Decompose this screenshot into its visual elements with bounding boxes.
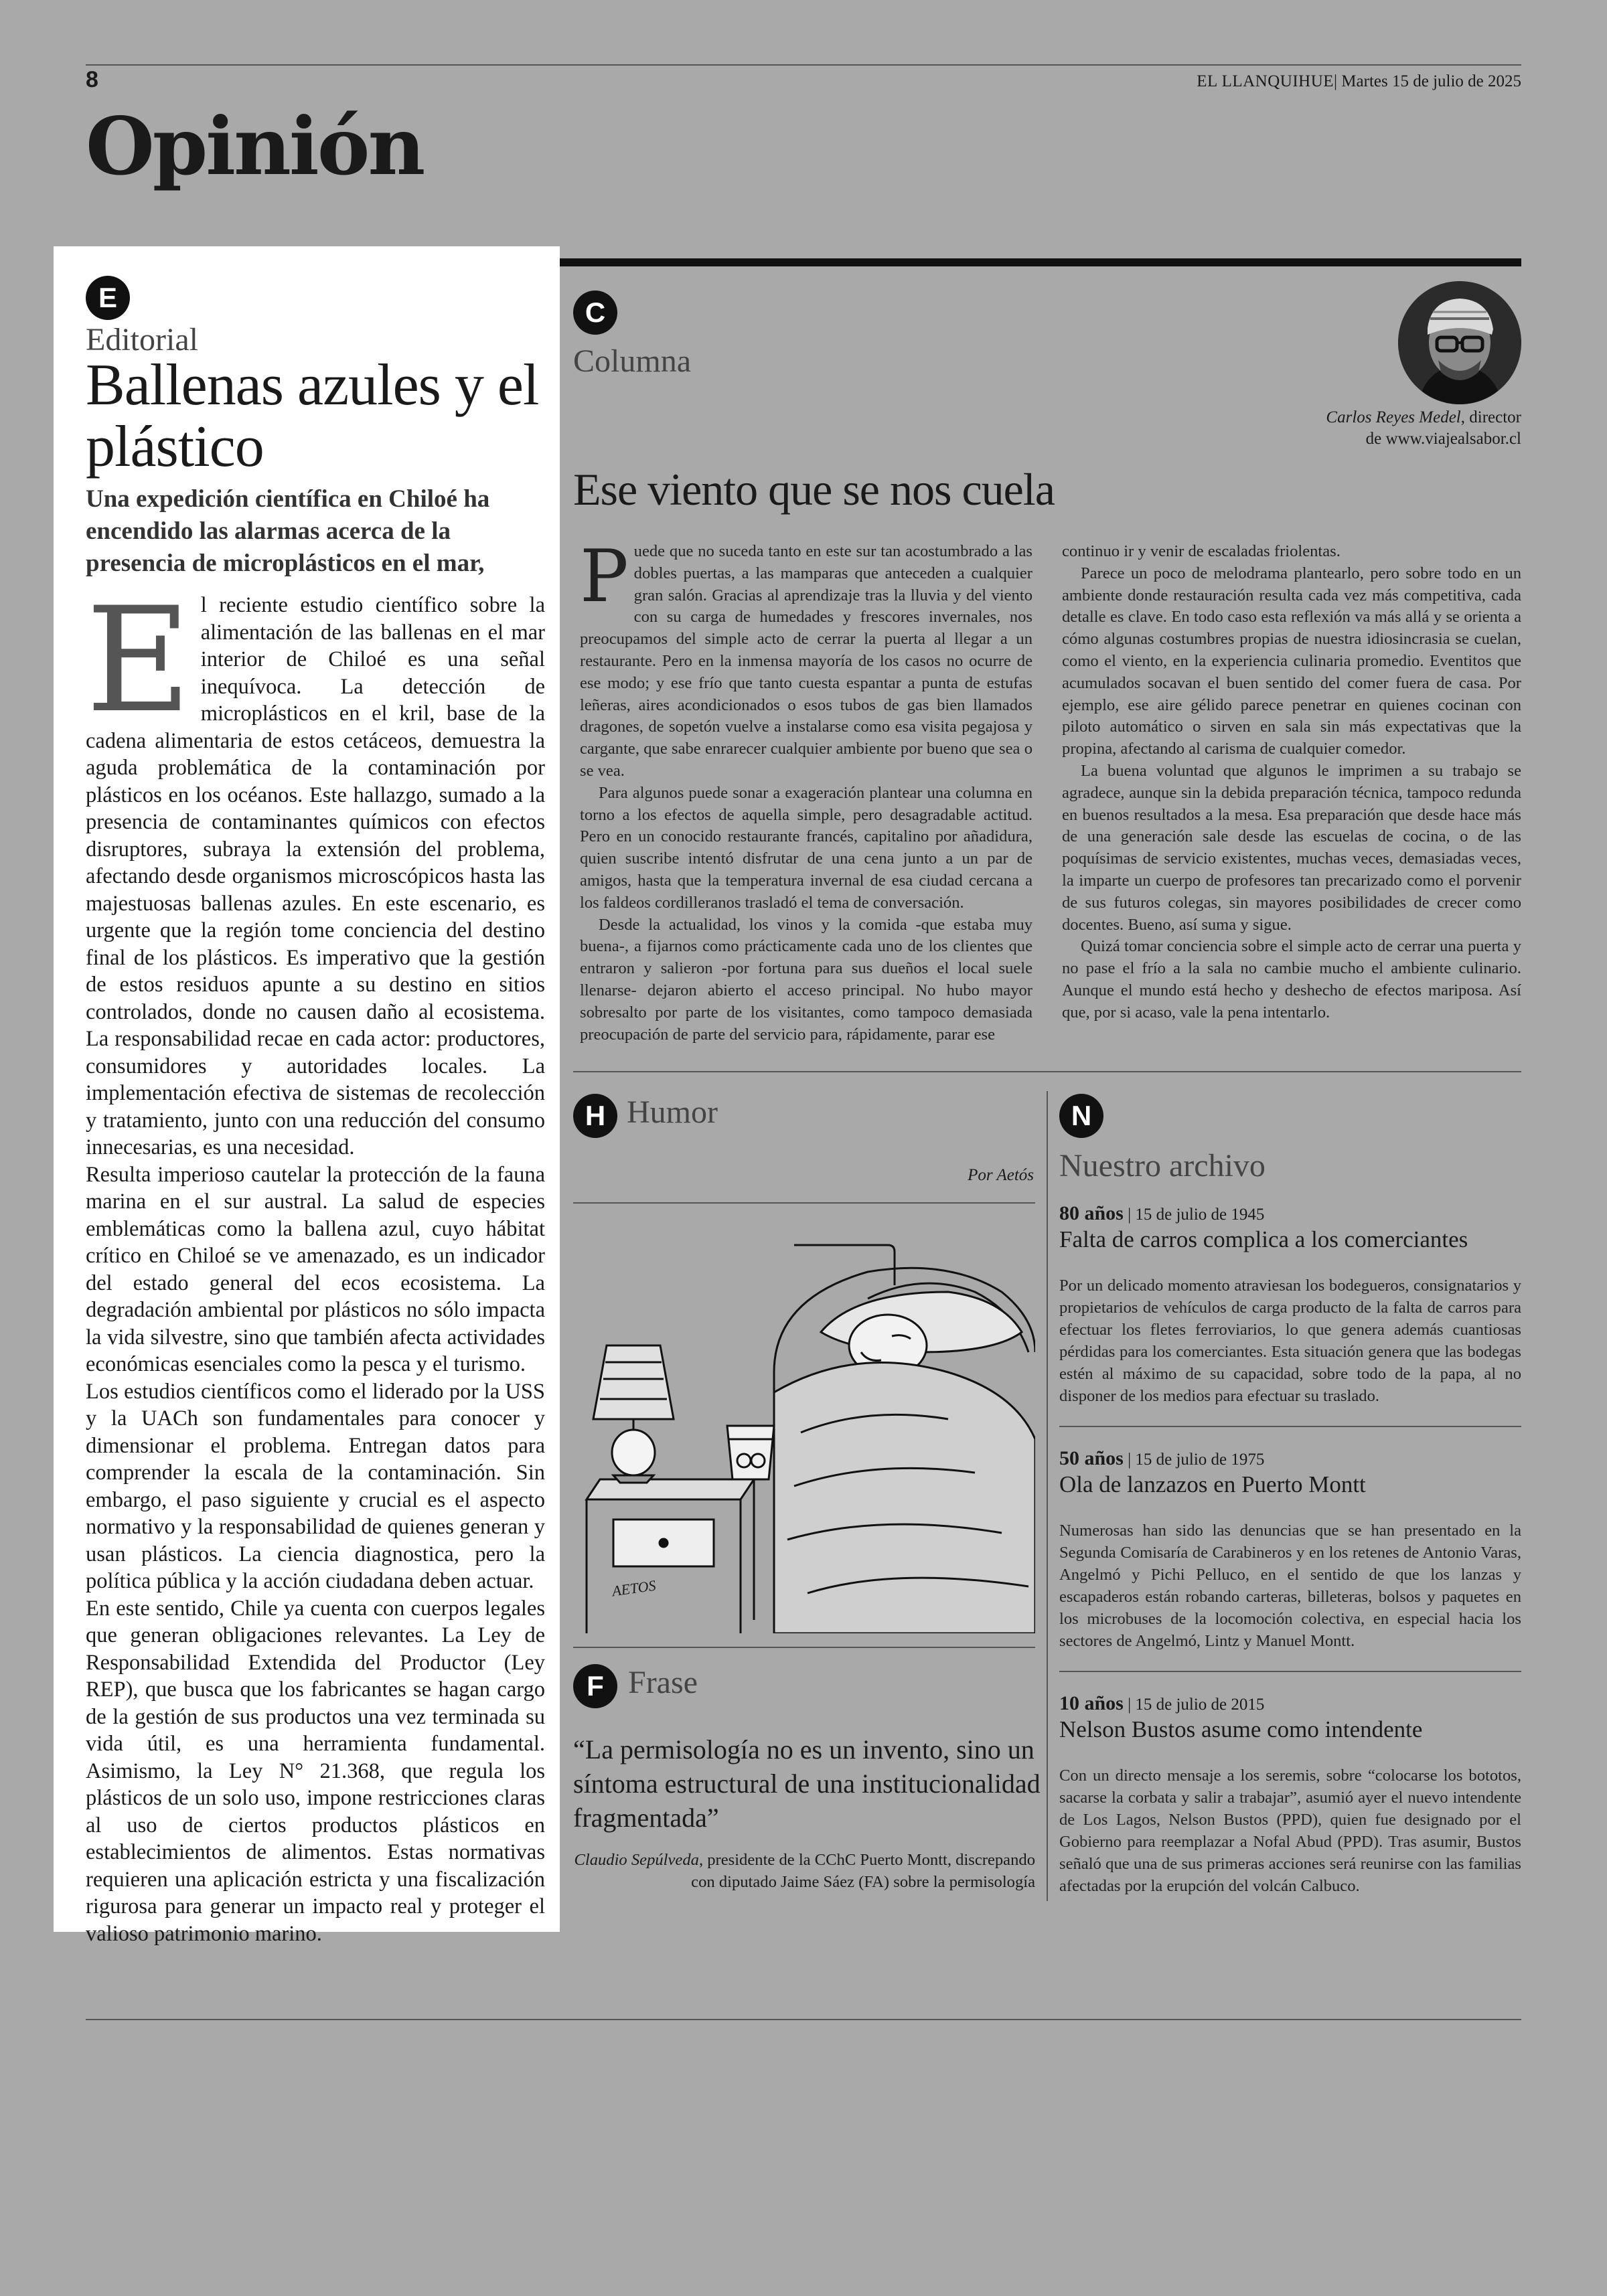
cartoon-drawing <box>573 1218 1035 1633</box>
archive-item-years: 10 años | 15 de julio de 2015 <box>1059 1692 1265 1714</box>
archive-years: 10 años <box>1059 1692 1124 1714</box>
column-paragraph: Quizá tomar conciencia sobre el simple acto de cerrar una puerta y no pase el frío a la sala no cambie mucho el ambiente culinario. Aunque el mundo está hecho y deshecho de efectos mariposa. Así que, por si acaso, vale la pena intentarlo. <box>1062 937 1521 1021</box>
frase-attribution <box>573 1849 1035 1893</box>
archive-headline: Ola de lanzazos en Puerto Montt <box>1059 1471 1366 1497</box>
editorial-dropcap: E <box>86 576 192 744</box>
author-portrait <box>1398 281 1521 404</box>
archive-body: Por un delicado momento atraviesan los bodegueros, consignatarios y propietarios de vehículos de carga producto de la falta de carros para efectuar los fletes ferroviarios, lo que genera además cuantiosas pérdidas para los comerciantes. Esta situación genera que las bodegas estén al máximo de su capacidad, sobre todo de la papa, al no disponer de los medios para efectuar su traslado. <box>1059 1277 1521 1405</box>
humor-bottom-rule <box>573 1647 1035 1648</box>
frase-kicker: Frase <box>628 1665 698 1700</box>
column-badge: C <box>573 291 617 335</box>
archive-item-years: 80 años | 15 de julio de 1945 <box>1059 1202 1265 1224</box>
section-title: Opinión <box>86 100 424 193</box>
column-paragraph: Para algunos puede sonar a exageración plantear una columna en torno a los efectos de aquella simple, pero desagradable actitud. Pero en un conocido restaurante francés, capitalino por añadidura, quien suscribe intentó disfrutar de una cena junto a un par de amigos, hasta que la temperatura invernal de esa ciudad cercana a los faldeos cordilleranos trasladó el tema de conversación. <box>580 783 1032 912</box>
column-divider <box>1047 1091 1048 1901</box>
archive-kicker: Nuestro archivo <box>1059 1148 1266 1183</box>
archive-body: Numerosas han sido las denuncias que se han presentado en la Segunda Comisaría de Carabineros y en los retenes de Antonio Varas, Angelmó y Pichi Pelluco, en el sentido de que los lanzas y escapaderos están robando carteras, billeteras, bolsos y paquetes en los microbuses de la locomoción colectiva, en especial hacia los sectores de Angelmó, Lintz y Manuel Montt. <box>1059 1522 1521 1650</box>
column-paragraph: uede que no suceda tanto en este sur tan acostumbrado a las dobles puertas, a las mamparas que anteceden a cualquier gran salón. Gracias al aprendizaje tras la lluvia y del viento con su carga de humedades y frescores invernales, nos preocupamos del simple acto de cerrar la puerta al llegar a un restaurante. Pero en la inmensa mayoría de los casos no ocurre de ese modo; y ese frío que tanto cuesta espantar a punta de estufas leñeras, aires acondicionados o esos tubos de gas bien llamados dragones, de sopetón vuelve a instalarse como esa visita pegajosa y cargante, que sabe enrarecer cualquier ambiente por bueno que sea o se vea. <box>580 542 1032 780</box>
frase-attribution-text: , presidente de la CChC Puerto Montt, discrepando con diputado Jaime Sáez (FA) sobre la permisología <box>691 1851 1035 1891</box>
archive-date: 15 de julio de 1975 <box>1135 1451 1265 1469</box>
humor-kicker: Humor <box>627 1094 718 1130</box>
editorial-kicker: Editorial <box>86 322 198 357</box>
archive-date: 15 de julio de 2015 <box>1135 1696 1265 1714</box>
masthead <box>1197 72 1521 91</box>
editorial-deck: Una expedición científica en Chiloé ha encendido las alarmas acerca de la presencia de microplásticos en el mar, <box>86 485 490 577</box>
top-rule <box>86 64 1521 66</box>
archive-date: 15 de julio de 1945 <box>1135 1206 1265 1224</box>
column-byline <box>1240 407 1521 450</box>
editorial-body <box>86 576 545 1947</box>
author-portrait-image <box>1398 281 1521 404</box>
editorial-paragraph: En este sentido, Chile ya cuenta con cuerpos legales que generan obligaciones relevantes. La Ley de Responsabilidad Extendida del Productor (Ley REP), que busca que los fabricantes se hagan cargo de la gestión de sus productos una vez terminada su vida útil, es una herramienta fundamental. Asimismo, la Ley N° 21.368, que regula los plásticos de un solo uso, impone restricciones claras al uso de ciertos productos plásticos en establecimientos de alimentos. Estas normativas requieren una aplicación estricta y una fiscalización rigurosa para generar un impacto real y proteger el valioso patrimonio marino. <box>86 1596 545 1946</box>
archive-headline: Nelson Bustos asume como intendente <box>1059 1716 1423 1742</box>
frase-quote: “La permisología no es un invento, sino un síntoma estructural de una institucionalidad fragmentada” <box>573 1734 1041 1833</box>
editorial-title: Ballenas azules y el plástico <box>86 353 539 479</box>
editorial-paragraph: l reciente estudio científico sobre la alimentación de las ballenas en el mar interior de Chiloé es una señal inequívoca. La detección de microplásticos en el kril, base de la cadena alimentaria de estos cetáceos, demuestra la aguda problemática de la contaminación por plásticos en los océanos. Este hallazgo, sumado a la presencia de contaminantes químicos con efectos disruptores, subraya la extensión del problema, afectando desde organismos microscópicos hasta las majestuosas ballenas azules. En este escenario, es urgente que la región tome conciencia del destino final de los plásticos. Es imperativo que la gestión de estos residuos apunte a su destino en sitios controlados, donde no causen daño al ecosistema. La responsabilidad recae en cada actor: productores, consumidores y autoridades locales. La implementación efectiva de sistemas de recolección y tratamiento, junto con una reducción del consumo innecesarias, es una necesidad. <box>86 593 545 1159</box>
column-bottom-rule <box>573 1071 1521 1072</box>
column-paragraph: Desde la actualidad, los vinos y la comida -que estaba muy buena-, a fijarnos como prácticamente cada uno de los clientes que entraron y salieron -por fortuna para sus dueños el local suele llenarse- dejaron abierto el acceso principal. No hubo mayor sobresalto por parte de los visitantes, como tampoco demasiada preocupación de parte del servicio para, rápidamente, parar ese <box>580 915 1032 1044</box>
section-thick-rule <box>560 258 1521 266</box>
editorial-paragraph: Resulta imperioso cautelar la protección de la fauna marina en el sur austral. La salud de especies emblemáticas como la ballena azul, cuyo hábitat crítico en Chiloé se ve amenazado, es un indicador del estado general del ecos ecosistema. La degradación ambiental por plásticos no sólo impacta la vida silvestre, sino que también afecta actividades económicas esenciales como la pesca y el turismo. <box>86 1162 545 1376</box>
archive-years: 50 años <box>1059 1447 1124 1469</box>
issue-date: Martes 15 de julio de 2025 <box>1341 72 1521 90</box>
author-site: de www.viajealsabor.cl <box>1365 430 1521 448</box>
humor-cartoon <box>573 1218 1035 1633</box>
editorial-paragraph: Los estudios científicos como el liderado por la USS y la UACh son fundamentales para conocer y dimensionar el problema. Entregan datos para comprender la escala de la contaminación. Sin embargo, el paso siguiente y crucial es el aspecto normativo y la responsabilidad de quienes generan y usan plásticos. La ciencia diagnostica, pero la política pública y la acción ciudadana deben actuar. <box>86 1379 545 1593</box>
column-paragraph: continuo ir y venir de escaladas friolentas. <box>1062 542 1341 560</box>
footer-rule <box>86 2019 1521 2020</box>
masthead-separator: | <box>1334 72 1338 90</box>
column-title: Ese viento que se nos cuela <box>573 464 1055 515</box>
archive-rule <box>1059 1426 1521 1427</box>
column-body-left <box>580 535 1032 1046</box>
column-dropcap: P <box>580 535 629 619</box>
editorial-badge: E <box>86 276 130 320</box>
archive-badge: N <box>1059 1094 1103 1138</box>
author-name: Carlos Reyes Medel <box>1326 408 1461 426</box>
column-paragraph: La buena voluntad que algunos le imprimen a su trabajo se agradece, aunque sin la debida preparación técnica, tampoco redunda en buenos resultados a la mesa. Esa preparación que desde hace más de una generación sale desde las escuelas de cocina, o de las poquísimas de servicio existentes, muchas veces, demasiadas veces, la imparte un cuerpo de profesores tan precarizado como el porvenir de sus futuros colegas, sin mayores posibilidades de crecer como docentes. Bueno, así suma y sigue. <box>1062 761 1521 934</box>
column-body-right <box>1062 541 1521 1024</box>
author-role: , director <box>1460 408 1521 426</box>
archive-years: 80 años <box>1059 1202 1124 1224</box>
humor-byline: Por Aetós <box>968 1166 1034 1184</box>
archive-rule <box>1059 1671 1521 1672</box>
frase-badge: F <box>573 1664 617 1708</box>
humor-badge: H <box>573 1094 617 1138</box>
page-number: 8 <box>86 67 98 92</box>
humor-rule <box>573 1202 1035 1204</box>
archive-item-years: 50 años | 15 de julio de 1975 <box>1059 1447 1265 1469</box>
archive-body: Con un directo mensaje a los seremis, sobre “colocarse los bototos, sacarse la corbata y salir a trabajar”, asumió ayer el nuevo intendente de Los Lagos, Nelson Bustos (PPD), quien fue designado por el Gobierno para reemplazar a Nofal Abud (PPD). Tras asumir, Bustos señaló que una de sus primeras acciones será reunirse con las familias afectadas por la erupción del volcán Calbuco. <box>1059 1767 1521 1895</box>
archive-headline: Falta de carros complica a los comerciantes <box>1059 1226 1468 1252</box>
column-paragraph: Parece un poco de melodrama plantearlo, pero sobre todo en un ambiente donde restauración resulta cada vez más competitiva, cada detalle es clave. En todo caso esta reflexión va más allá y se orienta a cómo algunas costumbres propias de nuestra idiosincrasia se cuelan, como el viento, en la experiencia culinaria promedio. Eventitos que acumulados socavan el buen sentido del comer fuera de casa. Por ejemplo, ese aire gélido parece penetrar en quienes cocinan con piloto automático o sirven en sala sin más expectativas que la propina, afectando al carisma de cualquier comedor. <box>1062 564 1521 758</box>
frase-author: Claudio Sepúlveda <box>574 1851 699 1869</box>
column-kicker: Columna <box>573 343 691 379</box>
cartoon-signature: AETOS <box>611 1576 657 1600</box>
newspaper-name: EL LLANQUIHUE <box>1197 72 1334 90</box>
